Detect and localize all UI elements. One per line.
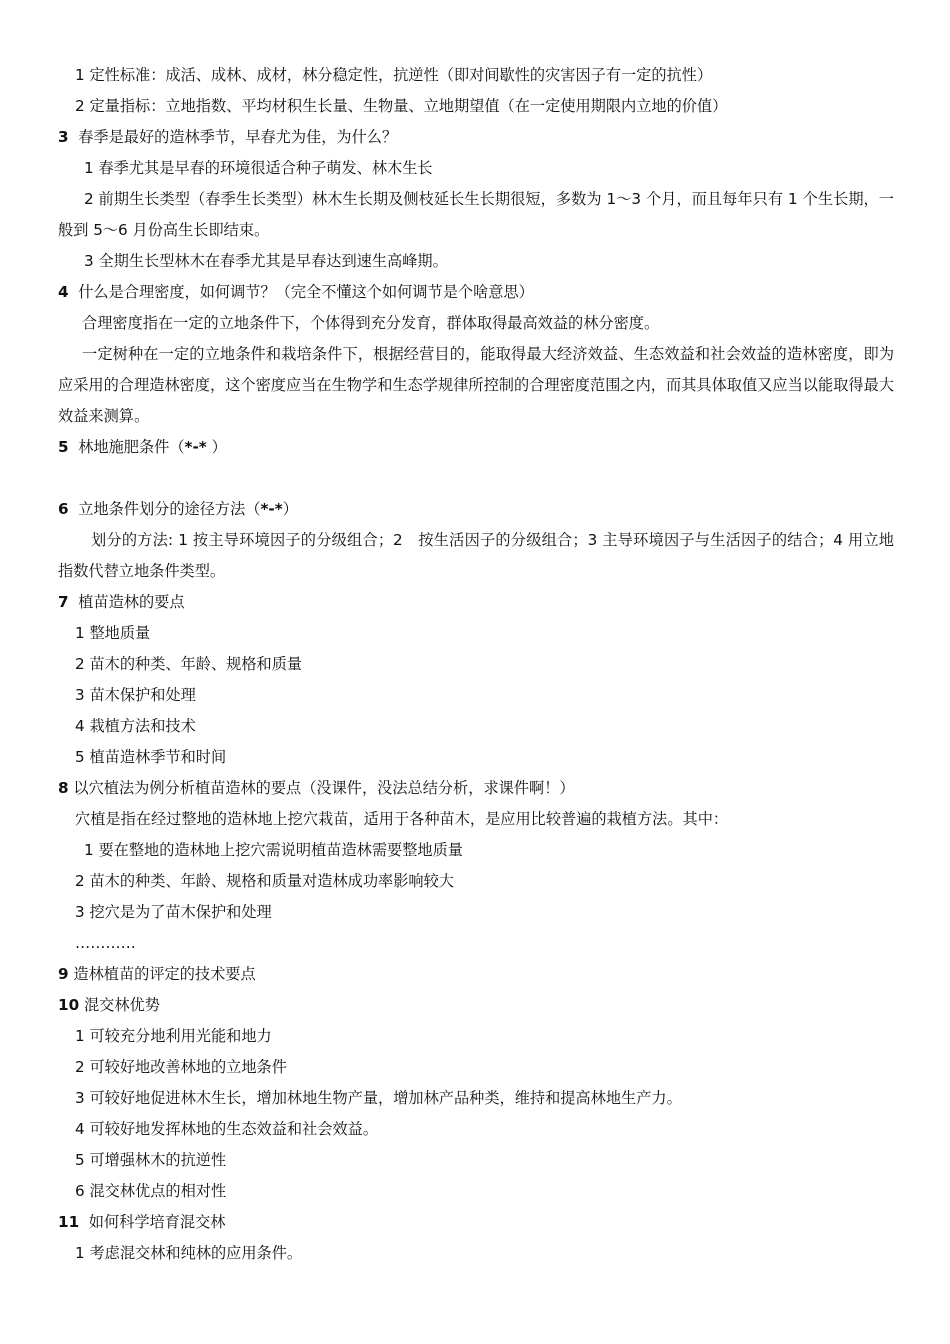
question-heading: 7 植苗造林的要点 xyxy=(58,593,185,611)
text-line: 2 苗木的种类、年龄、规格和质量 xyxy=(75,655,303,673)
text-line: 3 苗木保护和处理 xyxy=(75,686,196,704)
text-line: 2 可较好地改善林地的立地条件 xyxy=(75,1058,287,1076)
text-line: 6 混交林优点的相对性 xyxy=(75,1182,227,1200)
question-number: 6 xyxy=(58,500,69,518)
question-number: 7 xyxy=(58,593,69,611)
text-line: 2 苗木的种类、年龄、规格和质量对造林成功率影响较大 xyxy=(75,872,454,890)
blank-line xyxy=(58,463,894,494)
text-line: 穴植是指在经过整地的造林地上挖穴栽苗，适用于各种苗木，是应用比较普遍的栽植方法。其中： xyxy=(75,810,729,828)
question-heading: 6 立地条件划分的途径方法（*-*） xyxy=(58,500,298,518)
text-line: 1 定性标准：成活、成林、成材，林分稳定性，抗逆性（即对间歇性的灾害因子有一定的抗性） xyxy=(75,66,713,84)
paragraph: 一定树种在一定的立地条件和栽培条件下，根据经营目的，能取得最大经济效益、生态效益和社会效益的造林密度，即为应采用的合理造林密度，这个密度应当在生物学和生态学规律所控制的合理密度范围之内，而其具体取值又应当以能取得最大效益来测算。 xyxy=(58,345,894,425)
text-line: 4 栽植方法和技术 xyxy=(75,717,196,735)
question-number: 3 xyxy=(58,128,69,146)
text-line: 2 定量指标：立地指数、平均材积生长量、生物量、立地期望值（在一定使用期限内立地的价值） xyxy=(75,97,728,115)
text-line: 1 可较充分地利用光能和地力 xyxy=(75,1027,272,1045)
question-number: 5 xyxy=(58,438,69,456)
text-line: 5 植苗造林季节和时间 xyxy=(75,748,227,766)
text-line: 1 考虑混交林和纯林的应用条件。 xyxy=(75,1244,303,1262)
document-page xyxy=(58,60,894,1269)
paragraph: 2 前期生长类型（春季生长类型）林木生长期及侧枝延长生长期很短，多数为 1～3 个月，而且每年只有 1 个生长期，一般到 5～6 月份高生长即结束。 xyxy=(58,190,894,239)
question-number: 4 xyxy=(58,283,69,301)
text-line: 4 可较好地发挥林地的生态效益和社会效益。 xyxy=(75,1120,379,1138)
text-line: 1 要在整地的造林地上挖穴需说明植苗造林需要整地质量 xyxy=(84,841,463,859)
question-heading: 4 什么是合理密度，如何调节？（完全不懂这个如何调节是个啥意思） xyxy=(58,283,534,301)
text-line: 1 整地质量 xyxy=(75,624,151,642)
question-heading: 9 造林植苗的评定的技术要点 xyxy=(58,965,256,983)
question-number: 11 xyxy=(58,1213,80,1231)
text-line: 5 可增强林木的抗逆性 xyxy=(75,1151,227,1169)
question-heading: 11 如何科学培育混交林 xyxy=(58,1213,226,1231)
question-heading: 10 混交林优势 xyxy=(58,996,160,1014)
question-heading: 5 林地施肥条件（*-* ） xyxy=(58,438,227,456)
question-number: 10 xyxy=(58,996,80,1014)
text-line: 3 全期生长型林木在春季尤其是早春达到速生高峰期。 xyxy=(84,252,448,270)
question-heading: 3 春季是最好的造林季节，早春尤为佳，为什么？ xyxy=(58,128,398,146)
question-number: 8 xyxy=(58,779,69,797)
text-line: 3 挖穴是为了苗木保护和处理 xyxy=(75,903,272,921)
question-number: 9 xyxy=(58,965,69,983)
ellipsis-line: ………… xyxy=(75,934,136,952)
paragraph: 划分的方法: 1 按主导环境因子的分级组合；2 按生活因子的分级组合；3 主导环境因子与生活因子的结合；4 用立地指数代替立地条件类型。 xyxy=(58,531,894,580)
text-line: 3 可较好地促进林木生长，增加林地生物产量，增加林产品种类，维持和提高林地生产力。 xyxy=(75,1089,682,1107)
text-line: 1 春季尤其是早春的环境很适合种子萌发、林木生长 xyxy=(84,159,433,177)
question-heading: 8 以穴植法为例分析植苗造林的要点（没课件，没法总结分析，求课件啊！） xyxy=(58,779,575,797)
text-line: 合理密度指在一定的立地条件下，个体得到充分发育，群体取得最高效益的林分密度。 xyxy=(82,314,660,332)
